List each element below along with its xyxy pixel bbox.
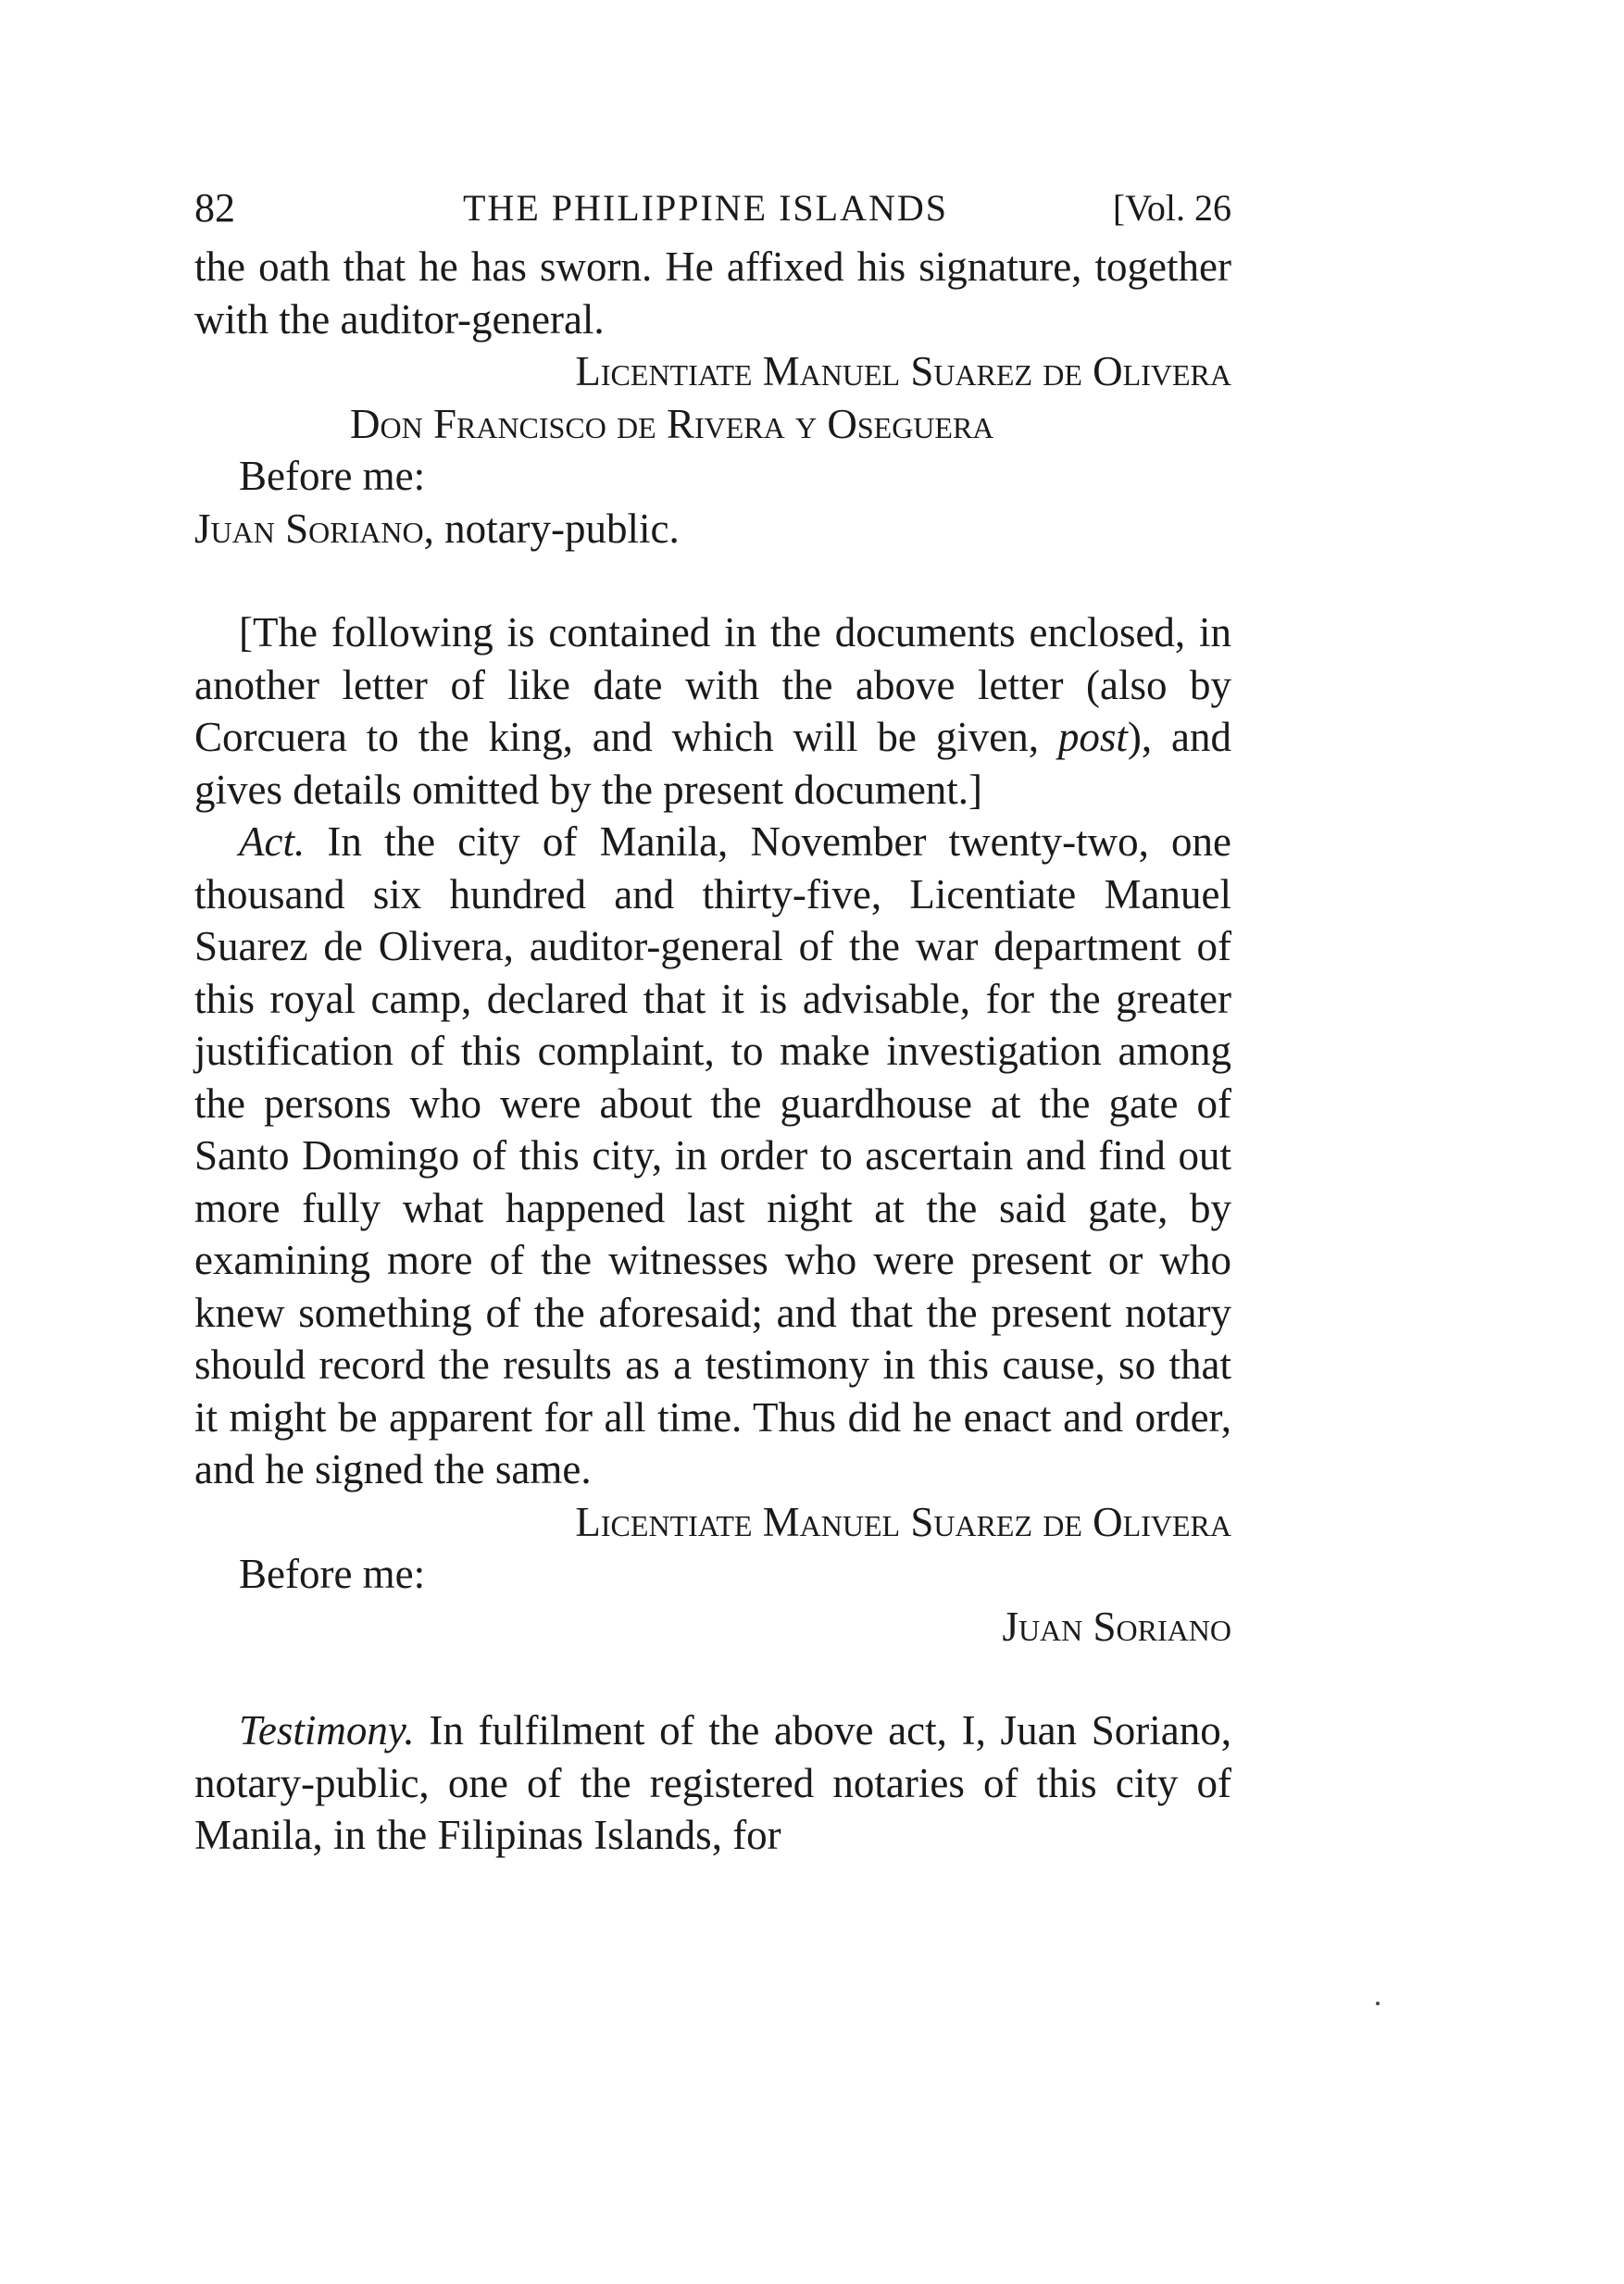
running-title: THE PHILIPPINE ISLANDS <box>463 187 948 229</box>
page-body <box>194 241 1231 1862</box>
paragraph-testimony <box>194 1704 1231 1862</box>
section-gap-2 <box>194 1653 1231 1704</box>
page-number: 82 <box>194 185 235 231</box>
editorial-note-italic: post <box>1057 714 1128 760</box>
paragraph-oath: the oath that he has sworn. He affixed his signature, together with the auditor-general. <box>194 243 1231 343</box>
before-me-label-2: Before me: <box>239 1551 426 1597</box>
testimony-label: Testimony. <box>239 1707 415 1754</box>
volume-label: [Vol. 26 <box>1112 187 1231 229</box>
notary-name-1: Juan Soriano <box>194 505 424 552</box>
notary-signature-2: Juan Soriano <box>1002 1603 1231 1650</box>
signature-olivera-2: Licentiate Manuel Suarez de Olivera <box>575 1498 1231 1545</box>
editorial-note-end: ), and gives details omitted by the present document.] <box>194 714 1231 813</box>
notary-signature-1 <box>194 503 1231 555</box>
signature-rivera: Don Francisco de Rivera y Oseguera <box>350 400 994 447</box>
testimony-text: In fulfilment of the above act, I, Juan Soriano, notary-public, one of the registered notaries of this city of Manila, in the Filipinas Islands, for <box>194 1707 1231 1858</box>
before-me-label-1: Before me: <box>239 453 426 499</box>
notary-title-1: , notary-public. <box>423 505 680 552</box>
section-gap-1 <box>194 555 1231 606</box>
page-header <box>194 176 1231 241</box>
margin-speck <box>1376 2002 1380 2005</box>
paragraph-act <box>194 816 1231 1496</box>
act-text: In the city of Manila, November twenty-two, one thousand six hundred and thirty-five, Licentiate Manuel Suarez de Olivera, auditor-general of the war department of this royal camp, declared that it is advisable, for the greater justification of this complaint, to make investigation among the persons who were about the guardhouse at the gate of Santo Domingo of this city, in order to ascertain and find out more fully what happened last night at the said gate, by examining more of the witnesses who were present or who knew something of the aforesaid; and that the present notary should record the results as a testimony in this cause, so that it might be apparent for all time. Thus did he enact and order, and he signed the same. <box>194 818 1231 1492</box>
signature-olivera-1: Licentiate Manuel Suarez de Olivera <box>575 348 1231 394</box>
paragraph-editorial-note <box>194 606 1231 816</box>
editorial-note-text: [The following is contained in the documents enclosed, in another letter of like date with the above letter (also by Corcuera to the king, and which will be given, <box>194 609 1231 760</box>
book-page <box>194 176 1231 1862</box>
act-label: Act. <box>239 818 306 865</box>
